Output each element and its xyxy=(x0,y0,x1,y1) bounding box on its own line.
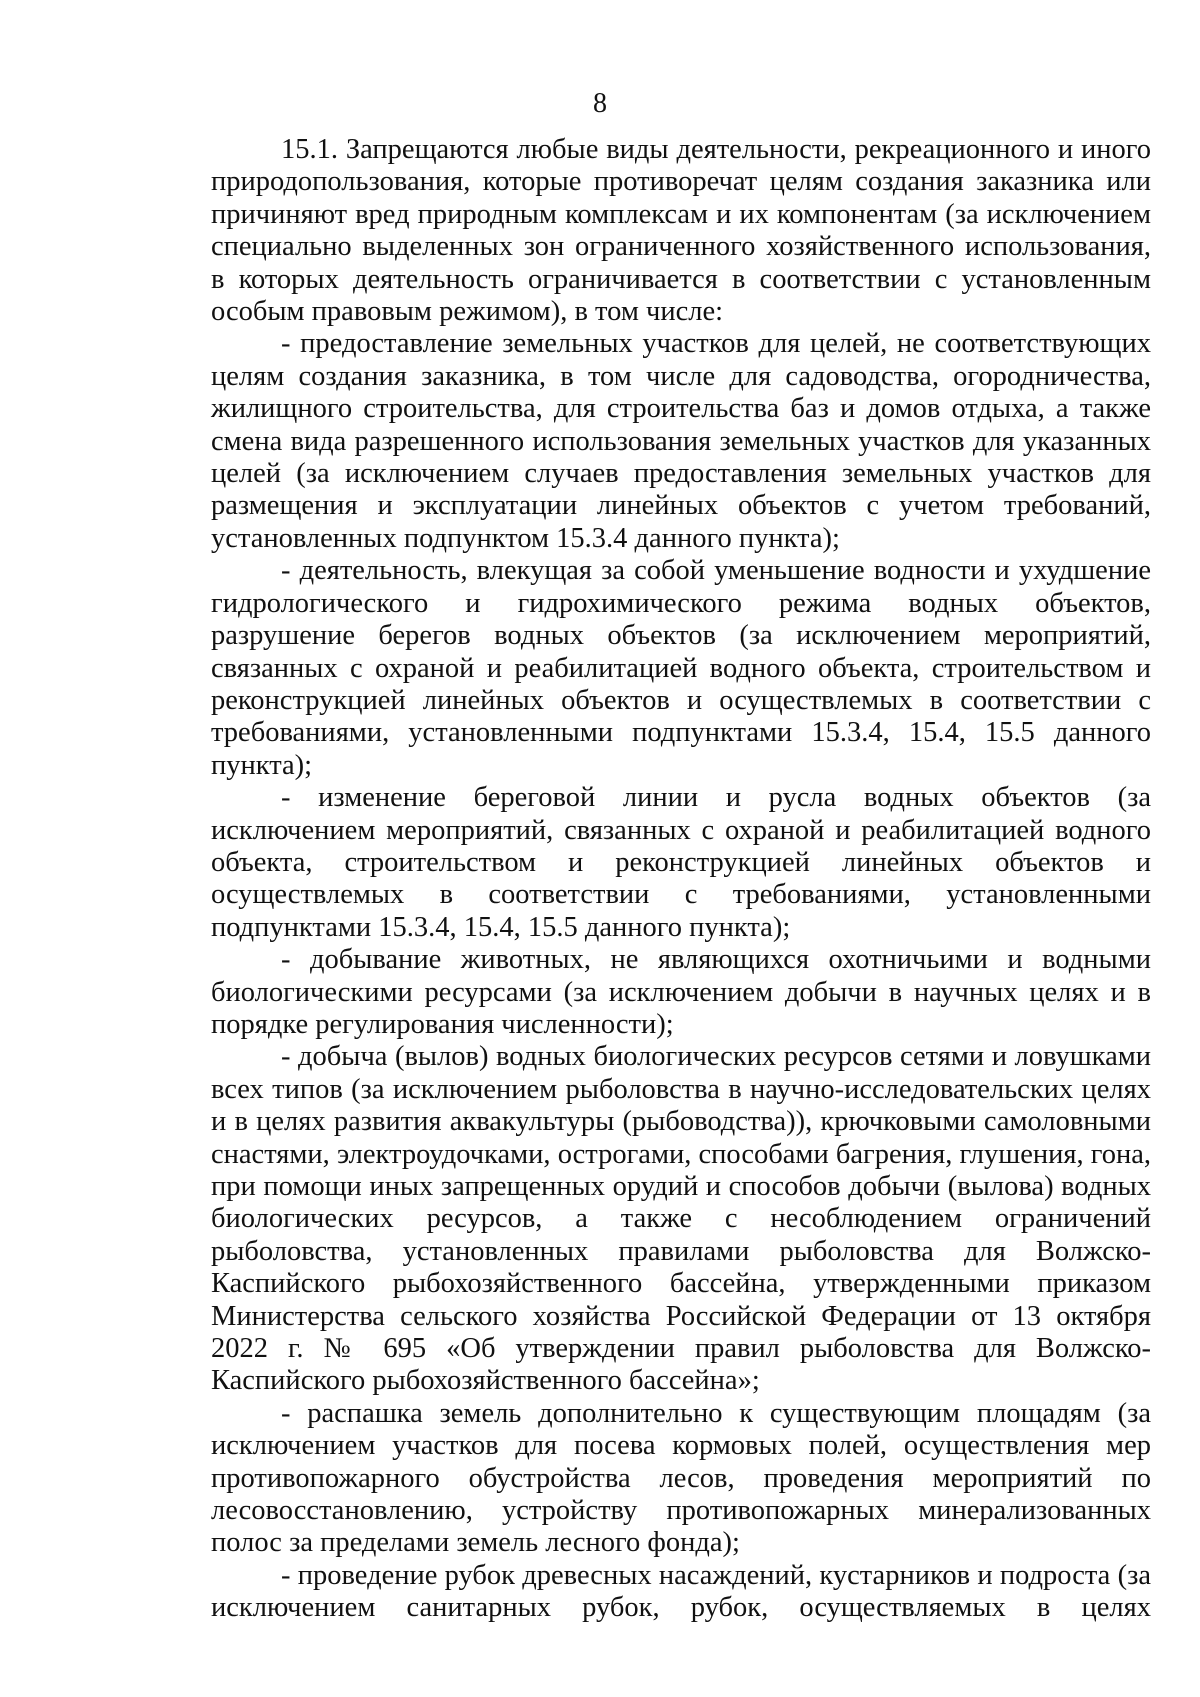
document-body xyxy=(211,134,1151,1625)
paragraph-animal-hunting: - добывание животных, не являющихся охотничьими и водными биологическими ресурсами (за исключением добычи в научных целях и в порядке регулирования численности); xyxy=(211,944,1151,1040)
paragraph-fishing: - добыча (вылов) водных биологических ресурсов сетями и ловушками всех типов (за исключением рыболовства в научно-исследовательских целях и в целях развития аквакультуры (рыбоводства)), крючковыми самоловными снастями, электроудочками, острогами, способами багрения, глушения, гона, при помощи иных запрещенных орудий и способов добычи (вылова) водных биологических ресурсов, а также с несоблюдением ограничений рыболовства, установленных правилами рыболовства для Волжско-Каспийского рыбохозяйственного бассейна, утвержденными приказом Министерства сельского хозяйства Российской Федерации от 13 октября 2022 г. № 695 «Об утверждении правил рыболовства для Волжско-Каспийского рыбохозяйственного бассейна»; xyxy=(211,1041,1151,1397)
paragraph-15-1: 15.1. Запрещаются любые виды деятельности, рекреационного и иного природопользования, которые противоречат целям создания заказника или причиняют вред природным комплексам и их компонентам (за исключением специально выделенных зон ограниченного хозяйственного использования, в которых деятельность ограничивается в соответствии с установленным особым правовым режимом), в том числе: xyxy=(211,134,1151,328)
paragraph-shoreline: - изменение береговой линии и русла водных объектов (за исключением мероприятий, связанных с охраной и реабилитацией водного объекта, строительством и реконструкцией линейных объектов и осуществлемых в соответствии с требованиями, установленными подпунктами 15.3.4, 15.4, 15.5 данного пункта); xyxy=(211,782,1151,943)
paragraph-logging: - проведение рубок древесных насаждений, кустарников и подроста (за исключением санитарных рубок, рубок, осуществляемых в целях xyxy=(211,1559,1151,1624)
paragraph-plowing: - распашка земель дополнительно к существующим площадям (за исключением участков для посева кормовых полей, осуществления мер противопожарного обустройства лесов, проведения мероприятий по лесовосстановлению, устройству противопожарных минерализованных полос за пределами земель лесного фонда); xyxy=(211,1397,1151,1559)
page-number: 8 xyxy=(593,88,607,119)
paragraph-land-plots: - предоставление земельных участков для целей, не соответствующих целям создания заказника, в том числе для садоводства, огородничества, жилищного строительства, для строительства баз и домов отдыха, а также смена вида разрешенного использования земельных участков для указанных целей (за исключением случаев предоставления земельных участков для размещения и эксплуатации линейных объектов с учетом требований, установленных подпунктом 15.3.4 данного пункта); xyxy=(211,328,1151,554)
paragraph-water-regime: - деятельность, влекущая за собой уменьшение водности и ухудшение гидрологического и гидрохимического режима водных объектов, разрушение берегов водных объектов (за исключением мероприятий, связанных с охраной и реабилитацией водного объекта, строительством и реконструкцией линейных объектов и осуществлемых в соответствии с требованиями, установленными подпунктами 15.3.4, 15.4, 15.5 данного пункта); xyxy=(211,555,1151,781)
